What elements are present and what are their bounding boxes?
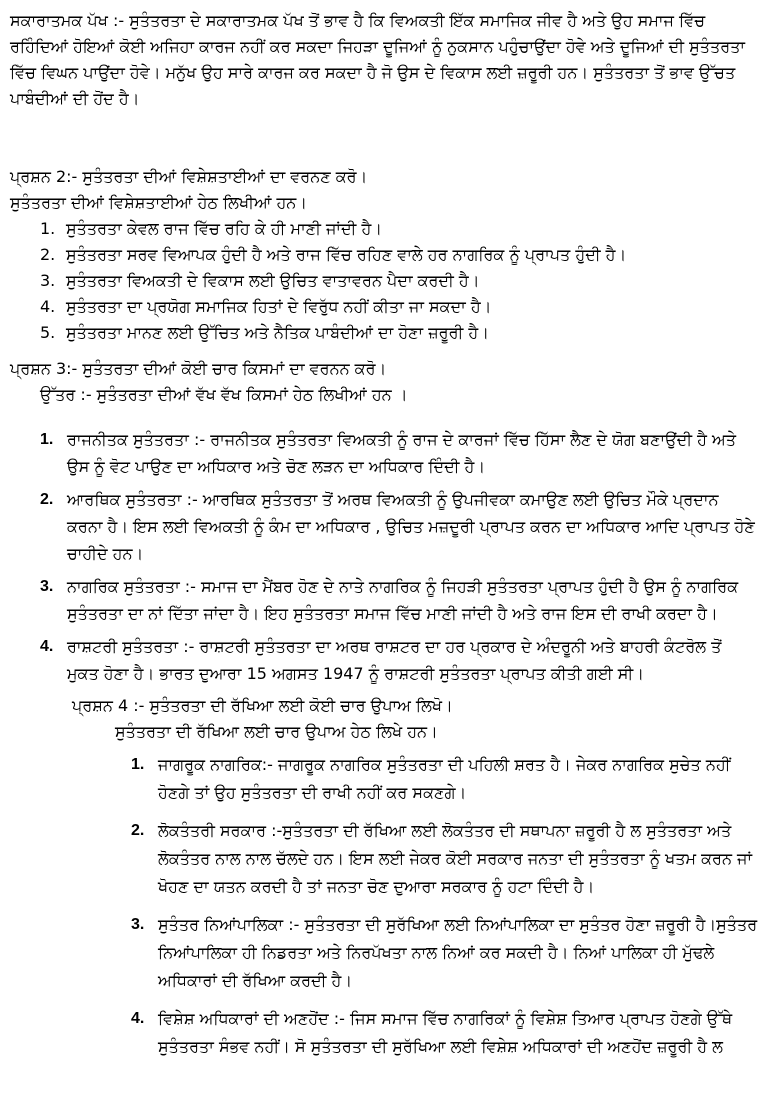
question-2-list <box>10 216 758 346</box>
question-4-answer-intro: ਸੁਤੰਤਰਤਾ ਦੀ ਰੱਖਿਆ ਲਈ ਚਾਰ ਉਪਾਅ ਹੇਠ ਲਿਖੇ ਹਨ। <box>115 722 438 741</box>
list-item: 3. ਨਾਗਰਿਕ ਸੁਤੰਤਰਤਾ :- ਸਮਾਜ ਦਾ ਮੈਂਬਰ ਹੋਣ ਦੇ ਨਾਤੇ ਨਾਗਰਿਕ ਨੂੰ ਜਿਹੜੀ ਸੁਤੰਤਰਤਾ ਪ੍ਰਾਪਤ ਹੁੰਦੀ ਹੈ ਉਸ ਨੂੰ ਨਾਗਰਿਕ ਸੁਤੰਤਰਤਾ ਦਾ ਨਾਂ ਦਿੱਤਾ ਜਾਂਦਾ ਹੈ। ਇਹ ਸੁਤੰਤਰਤਾ ਸਮਾਜ ਵਿੱਚ ਮਾਣੀ ਜਾਂਦੀ ਹੈ ਅਤੇ ਰਾਜ ਇਸ ਦੀ ਰਾਖੀ ਕਰਦਾ ਹੈ। <box>40 577 739 623</box>
list-item: 2. ਸੁਤੰਤਰਤਾ ਸਰਵ ਵਿਆਪਕ ਹੁੰਦੀ ਹੈ ਅਤੇ ਰਾਜ ਵਿੱਚ ਰਹਿਣ ਵਾਲੇ ਹਰ ਨਾਗਰਿਕ ਨੂੰ ਪ੍ਰਾਪਤ ਹੁੰਦੀ ਹੈ। <box>40 245 627 264</box>
list-item: 4. ਵਿਸ਼ੇਸ਼ ਅਧਿਕਾਰਾਂ ਦੀ ਅਣਹੋਂਦ :- ਜਿਸ ਸਮਾਜ ਵਿੱਚ ਨਾਗਰਿਕਾਂ ਨੂੰ ਵਿਸ਼ੇਸ਼ ਤਿਆਰ ਪ੍ਰਾਪਤ ਹੋਣਗੇ ਉੱਥੇ ਸੁਤੰਤਰਤਾ ਸੰਭਵ ਨਹੀਂ। ਸੋ ਸੁਤੰਤਰਤਾ ਦੀ ਸੁਰੱਖਿਆ ਲਈ ਵਿਸ਼ੇਸ਼ ਅਧਿਕਾਰਾਂ ਦੀ ਅਣਹੋਂਦ ਜ਼ਰੂਰੀ ਹੈ ਲ <box>131 1009 733 1056</box>
question-3-heading: ਪ੍ਰਸ਼ਨ 3:- ਸੁਤੰਤਰਤਾ ਦੀਆਂ ਕੋਈ ਚਾਰ ਕਿਸਮਾਂ ਦਾ ਵਰਨਨ ਕਰੋ। <box>10 359 387 378</box>
list-item: 1. ਜਾਗਰੂਕ ਨਾਗਰਿਕ:- ਜਾਗਰੂਕ ਨਾਗਰਿਕ ਸੁਤੰਤਰਤਾ ਦੀ ਪਹਿਲੀ ਸ਼ਰਤ ਹੈ। ਜੇਕਰ ਨਾਗਰਿਕ ਸੁਚੇਤ ਨਹੀਂ ਹੋਣਗੇ ਤਾਂ ਉਹ ਸੁਤੰਤਰਤਾ ਦੀ ਰਾਖੀ ਨਹੀਂ ਕਰ ਸਕਣਗੇ। <box>131 755 731 802</box>
list-item: 3. ਸੁਤੰਤਰ ਨਿਆਂਪਾਲਿਕਾ :- ਸੁਤੰਤਰਤਾ ਦੀ ਸੁਰੱਖਿਆ ਲਈ ਨਿਆਂਪਾਲਿਕਾ ਦਾ ਸੁਤੰਤਰ ਹੋਣਾ ਜ਼ਰੂਰੀ ਹੈ।ਸੁਤੰਤਰ ਨਿਆਂਪਾਲਿਕਾ ਹੀ ਨਿਡਰਤਾ ਅਤੇ ਨਿਰਪੱਖਤਾ ਨਾਲ ਨਿਆਂ ਕਰ ਸਕਦੀ ਹੈ। ਨਿਆਂ ਪਾਲਿਕਾ ਹੀ ਮੁੱਢਲੇ ਅਧਿਕਾਰਾਂ ਦੀ ਰੱਖਿਆ ਕਰਦੀ ਹੈ। <box>131 915 758 990</box>
question-3-answer-intro: ਉੱਤਰ :- ਸੁਤੰਤਰਤਾ ਦੀਆਂ ਵੱਖ ਵੱਖ ਕਿਸਮਾਂ ਹੇਠ ਲਿਖੀਆਂ ਹਨ । <box>40 385 408 404</box>
question-2-answer-intro: ਸੁਤੰਤਰਤਾ ਦੀਆਂ ਵਿਸ਼ੇਸ਼ਤਾਈਆਂ ਹੇਠ ਲਿਖੀਆਂ ਹਨ। <box>10 193 308 212</box>
list-item: 3. ਸੁਤੰਤਰਤਾ ਵਿਅਕਤੀ ਦੇ ਵਿਕਾਸ ਲਈ ਉਚਿਤ ਵਾਤਾਵਰਨ ਪੈਦਾ ਕਰਦੀ ਹੈ। <box>40 271 480 290</box>
list-item: 2. ਆਰਥਿਕ ਸੁਤੰਤਰਤਾ :- ਆਰਥਿਕ ਸੁਤੰਤਰਤਾ ਤੋਂ ਅਰਥ ਵਿਅਕਤੀ ਨੂੰ ਉਪਜੀਵਕਾ ਕਮਾਉਣ ਲਈ ਉਚਿਤ ਮੌਕੇ ਪ੍ਰਦਾਨ ਕਰਨਾ ਹੈ। ਇਸ ਲਈ ਵਿਅਕਤੀ ਨੂੰ ਕੰਮ ਦਾ ਅਧਿਕਾਰ , ਉਚਿਤ ਮਜ਼ਦੂਰੀ ਪ੍ਰਾਪਤ ਕਰਨ ਦਾ ਅਧਿਕਾਰ ਆਦਿ ਪ੍ਰਾਪਤ ਹੋਣੇ ਚਾਹੀਦੇ ਹਨ। <box>40 490 755 563</box>
intro-paragraph: ਸਕਾਰਾਤਮਕ ਪੱਖ :- ਸੁਤੰਤਰਤਾ ਦੇ ਸਕਾਰਾਤਮਕ ਪੱਖ ਤੋਂ ਭਾਵ ਹੈ ਕਿ ਵਿਅਕਤੀ ਇੱਕ ਸਮਾਜਿਕ ਜੀਵ ਹੈ ਅਤੇ ਉਹ ਸਮਾਜ ਵਿੱਚ ਰਹਿੰਦਿਆਂ ਹੋਇਆਂ ਕੋਈ ਅਜਿਹਾ ਕਾਰਜ ਨਹੀਂ ਕਰ ਸਕਦਾ ਜਿਹੜਾ ਦੂਜਿਆਂ ਨੂੰ ਨੁਕਸਾਨ ਪਹੁੰਚਾਉਂਦਾ ਹੋਵੇ ਅਤੇ ਦੂਜਿਆਂ ਦੀ ਸੁਤੰਤਰਤਾ ਵਿੱਚ ਵਿਘਨ ਪਾਉਂਦਾ ਹੋਵੇ। ਮਨੁੱਖ ਉਹ ਸਾਰੇ ਕਾਰਜ ਕਰ ਸਕਦਾ ਹੈ ਜੋ ਉਸ ਦੇ ਵਿਕਾਸ ਲਈ ਜ਼ਰੂਰੀ ਹਨ। ਸੁਤੰਤਰਤਾ ਤੋਂ ਭਾਵ ਉੱਚਤ ਪਾਬੰਦੀਆਂ ਦੀ ਹੋਂਦ ਹੈ। <box>10 11 745 108</box>
list-item: 1. ਸੁਤੰਤਰਤਾ ਕੇਵਲ ਰਾਜ ਵਿੱਚ ਰਹਿ ਕੇ ਹੀ ਮਾਣੀ ਜਾਂਦੀ ਹੈ। <box>40 219 383 238</box>
question-4-heading: ਪ੍ਰਸ਼ਨ 4 :- ਸੁਤੰਤਰਤਾ ਦੀ ਰੱਖਿਆ ਲਈ ਕੋਈ ਚਾਰ ਉਪਾਅ ਲਿਖੋ। <box>72 696 453 715</box>
question-4-list <box>10 751 758 1061</box>
list-item: 5. ਸੁਤੰਤਰਤਾ ਮਾਨਣ ਲਈ ਉੱਚਿਤ ਅਤੇ ਨੈਤਿਕ ਪਾਬੰਦੀਆਂ ਦਾ ਹੋਣਾ ਜ਼ਰੂਰੀ ਹੈ। <box>40 323 490 342</box>
question-2-heading: ਪ੍ਰਸ਼ਨ 2:- ਸੁਤੰਤਰਤਾ ਦੀਆਂ ਵਿਸ਼ੇਸ਼ਤਾਈਆਂ ਦਾ ਵਰਨਣ ਕਰੋ। <box>10 167 368 186</box>
list-item: 4. ਸੁਤੰਤਰਤਾ ਦਾ ਪ੍ਰਯੋਗ ਸਮਾਜਿਕ ਹਿਤਾਂ ਦੇ ਵਿਰੁੱਧ ਨਹੀਂ ਕੀਤਾ ਜਾ ਸਕਦਾ ਹੈ। <box>40 297 492 316</box>
list-item: 4. ਰਾਸ਼ਟਰੀ ਸੁਤੰਤਰਤਾ :- ਰਾਸ਼ਟਰੀ ਸੁਤੰਤਰਤਾ ਦਾ ਅਰਥ ਰਾਸ਼ਟਰ ਦਾ ਹਰ ਪ੍ਰਕਾਰ ਦੇ ਅੰਦਰੂਨੀ ਅਤੇ ਬਾਹਰੀ ਕੰਟਰੋਲ ਤੋਂ ਮੁਕਤ ਹੋਣਾ ਹੈ। ਭਾਰਤ ਦੁਆਰਾ 15 ਅਗਸਤ 1947 ਨੂੰ ਰਾਸ਼ਟਰੀ ਸੁਤੰਤਰਤਾ ਪ੍ਰਾਪਤ ਕੀਤੀ ਗਈ ਸੀ। <box>40 637 722 683</box>
list-item: 1. ਰਾਜਨੀਤਕ ਸੁਤੰਤਰਤਾ :- ਰਾਜਨੀਤਕ ਸੁਤੰਤਰਤਾ ਵਿਅਕਤੀ ਨੂੰ ਰਾਜ ਦੇ ਕਾਰਜਾਂ ਵਿੱਚ ਹਿੱਸਾ ਲੈਣ ਦੇ ਯੋਗ ਬਣਾਉਂਦੀ ਹੈ ਅਤੇ ਉਸ ਨੂੰ ਵੋਟ ਪਾਉਣ ਦਾ ਅਧਿਕਾਰ ਅਤੇ ਚੋਣ ਲੜਨ ਦਾ ਅਧਿਕਾਰ ਦਿੰਦੀ ਹੈ। <box>40 430 737 476</box>
list-item: 2. ਲੋਕਤੰਤਰੀ ਸਰਕਾਰ :-ਸੁਤੰਤਰਤਾ ਦੀ ਰੱਖਿਆ ਲਈ ਲੋਕਤੰਤਰ ਦੀ ਸਥਾਪਨਾ ਜ਼ਰੂਰੀ ਹੈ ਲ ਸੁਤੰਤਰਤਾ ਅਤੇ ਲੋਕਤੰਤਰ ਨਾਲ ਨਾਲ ਚੱਲਦੇ ਹਨ। ਇਸ ਲਈ ਜੇਕਰ ਕੋਈ ਸਰਕਾਰ ਜਨਤਾ ਦੀ ਸੁਤੰਤਰਤਾ ਨੂੰ ਖਤਮ ਕਰਨ ਜਾਂ ਖੋਹਣ ਦਾ ਯਤਨ ਕਰਦੀ ਹੈ ਤਾਂ ਜਨਤਾ ਚੋਣ ਦੁਆਰਾ ਸਰਕਾਰ ਨੂੰ ਹਟਾ ਦਿੰਦੀ ਹੈ। <box>131 821 752 896</box>
document-page <box>10 8 758 1071</box>
question-3-list <box>10 426 758 687</box>
